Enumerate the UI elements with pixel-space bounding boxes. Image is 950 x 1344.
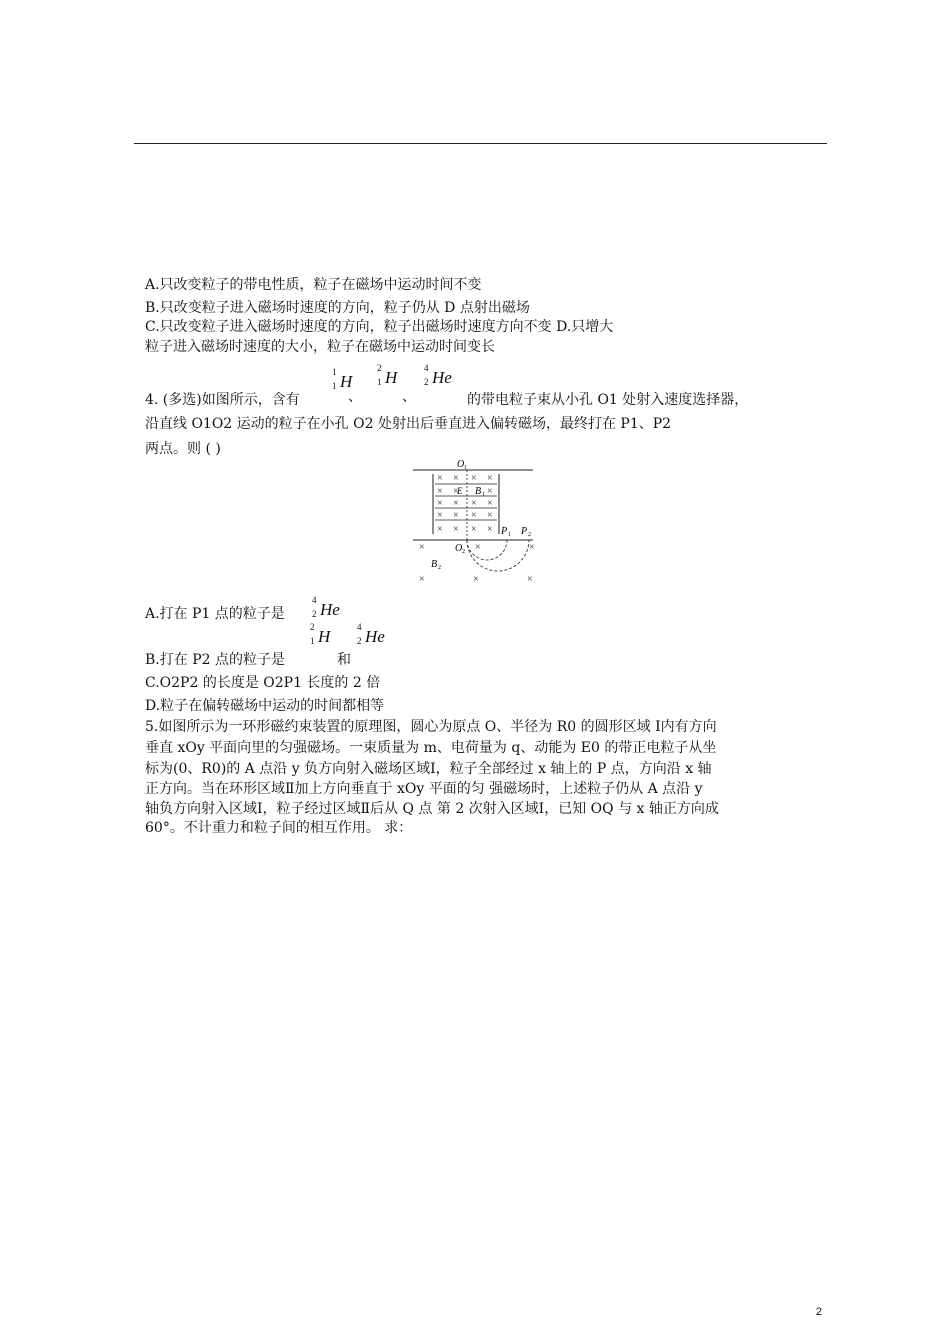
q4-line2: 沿直线 O1O2 运动的粒子在小孔 O2 处射出后垂直进入偏转磁场，最终打在 P1、P2 xyxy=(145,416,672,432)
label-p1: P xyxy=(501,526,508,537)
page-number: 2 xyxy=(815,1306,822,1318)
trajectory-p1 xyxy=(467,540,507,560)
q4-stem-prefix: 4. (多选)如图所示，含有 xyxy=(145,392,300,408)
svg-text:×: × xyxy=(437,510,443,521)
q4-option-d: D.粒子在偏转磁场中运动的时间都相等 xyxy=(145,698,385,714)
option-a-isotope: 4 2 He xyxy=(312,595,340,619)
header-rule xyxy=(134,143,827,144)
label-o1: O xyxy=(457,459,465,470)
svg-text:×: × xyxy=(487,524,493,535)
q4-line3: 两点。则 ( ) xyxy=(145,441,221,457)
label-o2: O xyxy=(455,543,463,554)
svg-text:×: × xyxy=(437,524,443,535)
svg-text:×: × xyxy=(453,524,459,535)
isotope-h1: 1 1 H xyxy=(332,367,353,391)
q4-figure xyxy=(405,456,545,588)
svg-text:×: × xyxy=(471,510,477,521)
label-p2: P xyxy=(521,526,528,537)
q3-option-d-cont: 粒子进入磁场时速度的大小，粒子在磁场中运动时间变长 xyxy=(145,339,495,355)
q4-sep2: 、 xyxy=(402,389,416,405)
q3-option-a: A.只改变粒子的带电性质，粒子在磁场中运动时间不变 xyxy=(145,277,482,293)
q3-option-b: B.只改变粒子进入磁场时速度的方向，粒子仍从 D 点射出磁场 xyxy=(145,300,530,316)
q4-sep1: 、 xyxy=(348,389,362,405)
q5-line1: 5.如图所示为一环形磁约束装置的原理图，圆心为原点 O、半径为 R0 的圆形区域 Ⅰ内有方向 xyxy=(145,719,717,735)
q4-option-c: C.O2P2 的长度是 O2P1 长度的 2 倍 xyxy=(145,675,381,691)
selector-crosses xyxy=(437,473,493,535)
svg-text:×: × xyxy=(471,524,477,535)
svg-text:×: × xyxy=(453,473,459,484)
q5-line5: 轴负方向射入区域Ⅰ，粒子经过区域Ⅱ后从 Q 点 第 2 次射入区域Ⅰ，已知 OQ 与 x 轴正方向成 xyxy=(145,801,719,817)
svg-text:×: × xyxy=(527,574,533,585)
svg-text:×: × xyxy=(471,473,477,484)
svg-text:×: × xyxy=(487,498,493,509)
isotope-h2: 2 1 H xyxy=(377,363,398,387)
q5-line4: 正方向。当在环形区域Ⅱ加上方向垂直于 xOy 平面的匀 强磁场时，上述粒子仍从 A 点沿 y xyxy=(145,781,703,797)
svg-text:×: × xyxy=(487,486,493,497)
q4-option-b: B.打在 P2 点的粒子是 xyxy=(145,652,285,668)
svg-text:×: × xyxy=(487,510,493,521)
isotope-he4: 4 2 He xyxy=(424,363,452,387)
label-b1-sub: 1 xyxy=(482,492,485,498)
q5-line3: 标为(0、R0)的 A 点沿 y 负方向射入磁场区域Ⅰ，粒子全部经过 x 轴上的 P 点，方向沿 x 轴 xyxy=(145,761,712,777)
label-b2-sub: 2 xyxy=(438,565,441,571)
svg-text:×: × xyxy=(453,486,459,497)
svg-text:×: × xyxy=(437,486,443,497)
label-b1: B xyxy=(475,486,482,497)
q5-line2: 垂直 xOy 平面向里的匀强磁场。一束质量为 m、电荷量为 q、动能为 E0 的带正电粒子从坐 xyxy=(145,740,717,756)
svg-text:×: × xyxy=(419,542,425,553)
label-b2: B xyxy=(431,559,438,570)
label-o2-sub: 2 xyxy=(462,549,465,555)
svg-text:×: × xyxy=(529,542,535,553)
q4-option-b-and: 和 xyxy=(337,652,351,668)
label-o1-sub: 1 xyxy=(464,465,467,471)
svg-text:×: × xyxy=(471,498,477,509)
q4-stem-suffix: 的带电粒子束从小孔 O1 处射入速度选择器， xyxy=(467,392,749,408)
label-p1-sub: 1 xyxy=(508,532,511,538)
label-e: E xyxy=(457,486,463,496)
svg-text:×: × xyxy=(473,574,479,585)
label-p2-sub: 2 xyxy=(528,532,531,538)
svg-text:×: × xyxy=(453,510,459,521)
svg-text:×: × xyxy=(475,542,481,553)
option-b-isotope-h2: 2 1 H xyxy=(310,622,331,646)
q5-line6: 60°。不计重力和粒子间的相互作用。 求： xyxy=(145,820,413,836)
q3-option-c: C.只改变粒子进入磁场时速度的方向，粒子出磁场时速度方向不变 D.只增大 xyxy=(145,319,614,335)
svg-text:×: × xyxy=(487,473,493,484)
option-b-isotope-he4: 4 2 He xyxy=(357,622,385,646)
svg-text:×: × xyxy=(437,473,443,484)
svg-text:×: × xyxy=(419,574,425,585)
svg-text:×: × xyxy=(453,498,459,509)
q4-option-a: A.打在 P1 点的粒子是 xyxy=(145,606,285,622)
svg-text:×: × xyxy=(437,498,443,509)
